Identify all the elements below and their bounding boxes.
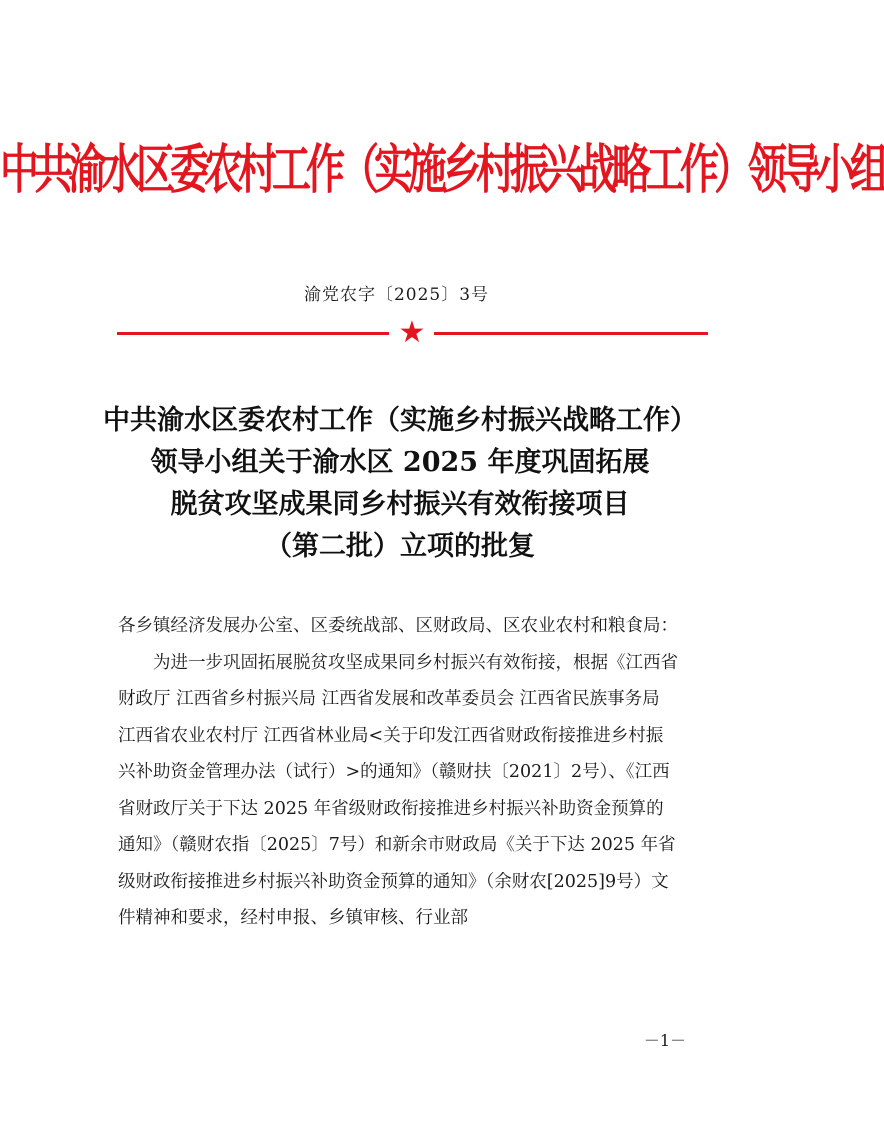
title-line: 脱贫攻坚成果同乡村振兴有效衔接项目 bbox=[170, 489, 630, 520]
separator-line-right bbox=[434, 332, 708, 335]
title-line: （第二批）立项的批复 bbox=[265, 531, 535, 562]
title-line: 领导小组关于渝水区 2025 年度巩固拓展 bbox=[150, 447, 650, 478]
salutation: 各乡镇经济发展办公室、区委统战部、区财政局、区农业农村和粮食局： bbox=[118, 616, 678, 636]
title-line: 中共渝水区委农村工作（实施乡村振兴战略工作） bbox=[103, 405, 697, 436]
red-separator bbox=[117, 315, 708, 350]
body-paragraph: 为进一步巩固拓展脱贫攻坚成果同乡村振兴有效衔接，根据《江西省财政厅 江西省乡村振兴局 江西省发展和改革委员会 江西省民族事务局 江西省农业农村厅 江西省林业局<关于印发江西省财政衔接推进乡村振兴补助资金管理办法（试行）>的通知》（赣财扶〔2021〕2号）、《江西省财政厅关于下达 2025 年省级财政衔接推进乡村振兴补助资金预算的通知》（赣财农指〔2025〕7号）和新余市财政局《关于下达 2025 年省级财政衔接推进乡村振兴补助资金预算的通知》（余财农[2025]9号）文件精神和要求，经村申报、乡镇审核、行业部 bbox=[118, 652, 678, 928]
page-number: －1－ bbox=[643, 1031, 686, 1050]
star-icon: ★ bbox=[398, 315, 426, 350]
document-title bbox=[100, 400, 700, 568]
masthead-title: 中共渝水区委农村工作（实施乡村振兴战略工作）领导小组 bbox=[0, 140, 884, 201]
separator-line-left bbox=[117, 332, 389, 335]
document-number: 渝党农字〔2025〕3号 bbox=[303, 285, 490, 305]
document-body bbox=[118, 608, 680, 937]
